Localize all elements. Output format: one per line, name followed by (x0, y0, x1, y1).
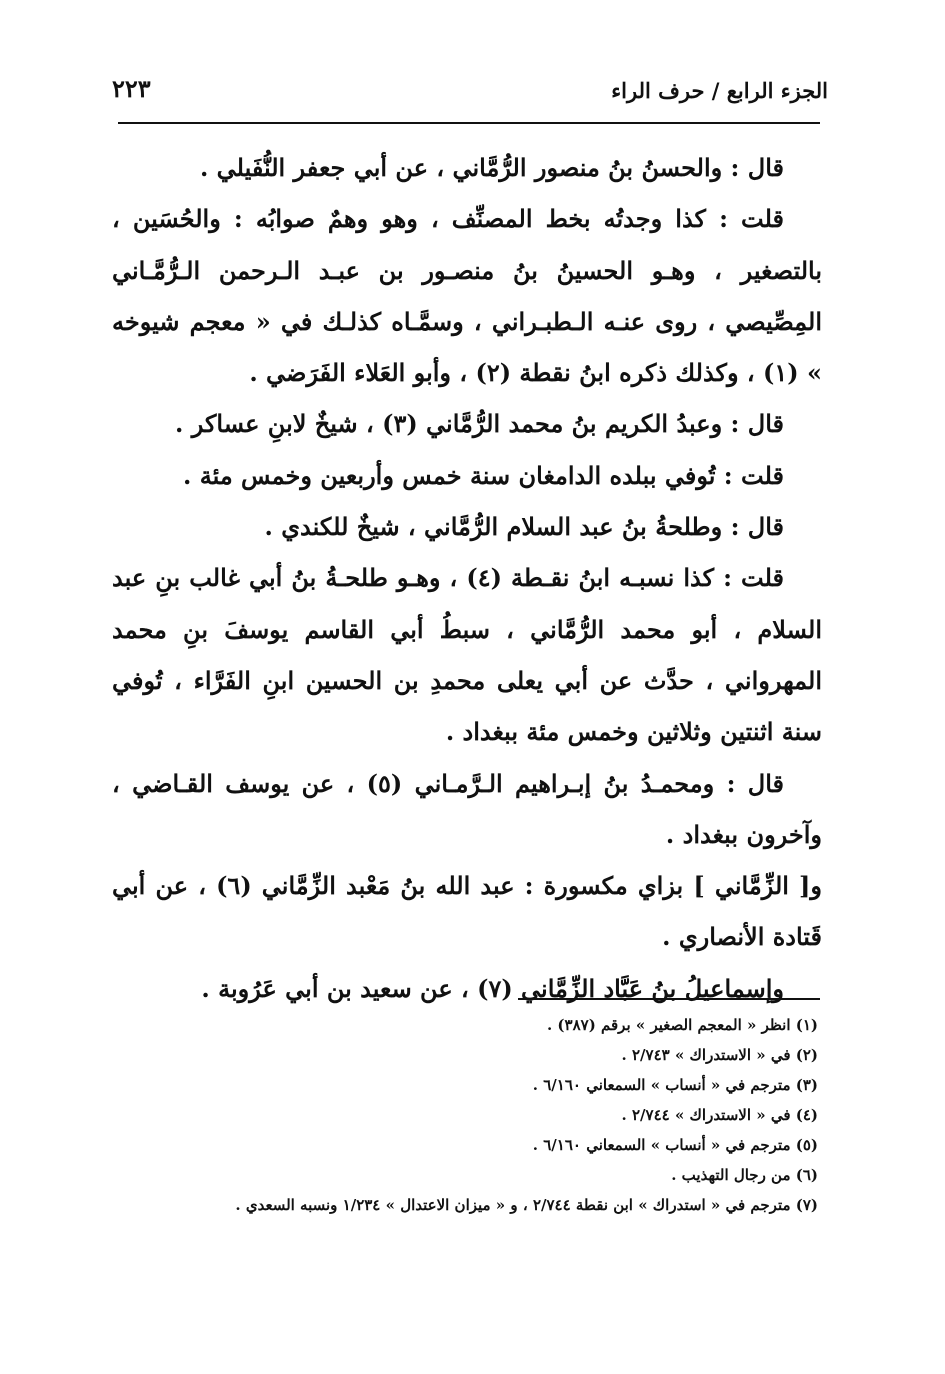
paragraph-5: قال : وطلحةُ بنُ عبد السلام الرُّمَّاني ، شيخٌ للكندي . (264, 512, 784, 542)
footnote-6: (٦) من رجال التهذيب . (671, 1166, 818, 1184)
footnote-divider (518, 998, 820, 1000)
paragraph-9: وإسماعيلُ بنُ عَبَّاد الزِّمَّاني (٧) ، عن سعيد بن أبي عَرُوبة . (201, 973, 784, 1003)
footnote-1: (١) انظر « المعجم الصغير » برقم (٣٨٧) . (546, 1016, 818, 1034)
header-divider (118, 122, 820, 124)
running-head: الجزء الرابع / حرف الراء (611, 78, 828, 103)
paragraph-4: قلت : تُوفي ببلده الدامغان سنة خمس وأربعين وخمس مئة . (183, 460, 784, 490)
paragraph-8: و[ الزِّمَّاني ] بزاي مكسورة : عبد الله بنُ مَعْبد الزِّمَّاني (٦) ، عن أبي قَتادة الأنصاري . (112, 871, 822, 952)
page-header (110, 72, 828, 112)
paragraph-3: قال : وعبدُ الكريم بنُ محمد الرُّمَّاني (٣) ، شيخٌ لابنِ عساكر . (175, 409, 784, 439)
footnotes (112, 1010, 818, 1220)
footnote-4: (٤) في « الاستدراك » ٢/٧٤٤ . (621, 1106, 818, 1124)
paragraph-1: قال : والحسنُ بنُ منصور الرُّمَّاني ، عن أبي جعفر النُّفَيلي . (199, 153, 784, 182)
page-number: ٢٢٣ (112, 74, 151, 103)
footnote-5: (٥) مترجم في « أنساب » السمعاني ٦/١٦٠ . (532, 1136, 818, 1154)
footnote-3: (٣) مترجم في « أنساب » السمعاني ٦/١٦٠ . (532, 1076, 818, 1094)
paragraph-6: قلت : كذا نسبـه ابنُ نقـطة (٤) ، وهـو طلحـةُ بنُ أبي غالب بنِ عبد السلام ، أبو محمد الرُّمَّاني ، سبطُ أبي القاسم يوسفَ بنِ محمد المهرواني ، حدَّث عن أبي يعلى محمدِ بن الحسين ابنِ الفَرَّاء ، تُوفي سنة اثنتين وثلاثين وخمس مئة ببغداد . (112, 563, 822, 747)
paragraph-2: قلت : كذا وجدتُه بخط المصنِّف ، وهو وهمٌ صوابُه : والحُسَين ، بالتصغير ، وهـو الحسينُ بنُ منصـور بن عبـد الـرحمن الـرُّمَّـاني المِصِّيصي ، روى عنـه الـطبـراني ، وسمَّـاه كذلـك في « معجم شيوخه » (١) ، وكذلك ذكره ابنُ نقطة (٢) ، وأبو العَلاء الفَرَضي . (112, 204, 822, 388)
footnote-2: (٢) في « الاستدراك » ٢/٧٤٣ . (621, 1046, 818, 1064)
paragraph-7: قال : ومحمـدُ بنُ إبـراهيم الـرَّمـاني (٥) ، عن يوسف القـاضي ، وآخرون ببغداد . (112, 768, 822, 849)
footnote-7: (٧) مترجم في « استدراك » ابن نقطة ٢/٧٤٤ ، و « ميزان الاعتدال » ١/٢٣٤ ونسبه السعدي . (235, 1196, 818, 1214)
main-text (112, 142, 822, 1014)
